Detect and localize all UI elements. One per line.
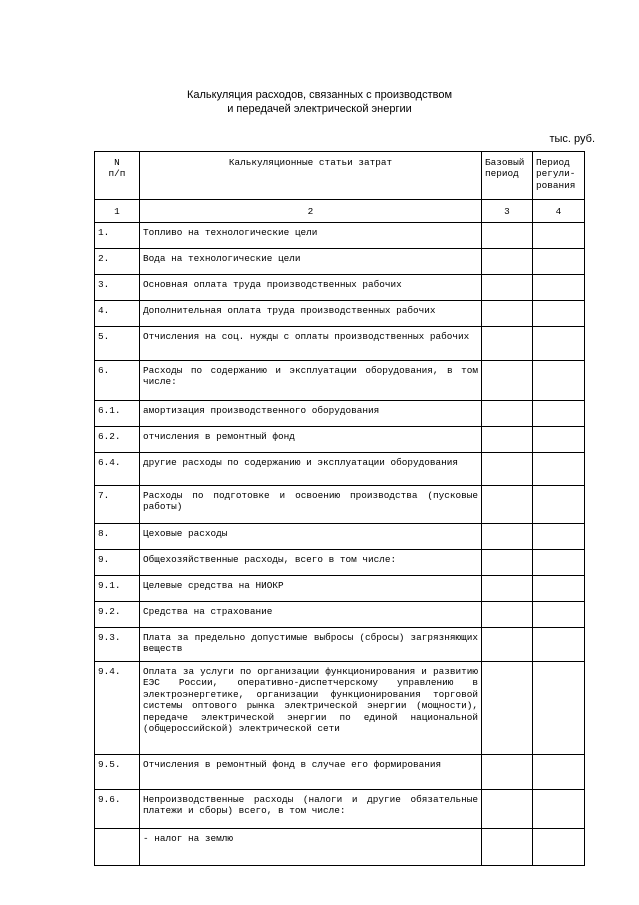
regulation-period-value (533, 327, 585, 361)
row-number (95, 829, 140, 866)
row-item-text: Отчисления в ремонтный фонд в случае его формирования (140, 755, 482, 790)
header-item: Калькуляционные статьи затрат (140, 152, 482, 200)
base-period-value (482, 576, 533, 602)
row-item-text: Плата за предельно допустимые выбросы (сбросы) загрязняющих веществ (140, 628, 482, 662)
row-item-text: Оплата за услуги по организации функционирования и развитию ЕЭС России, оперативно-диспетчерскому управлению в электроэнергетике, организации функционирования торговой системы оптового рынка электрической энергии (мощности), передаче электрической энергии по единой национальной (общероссийской) электрической сети (140, 662, 482, 755)
regulation-period-value (533, 361, 585, 401)
table-row (95, 427, 585, 453)
base-period-value (482, 301, 533, 327)
row-number: 2. (95, 249, 140, 275)
base-period-value (482, 486, 533, 524)
base-period-value (482, 361, 533, 401)
regulation-period-value (533, 275, 585, 301)
regulation-period-value (533, 576, 585, 602)
column-number: 4 (533, 200, 585, 223)
title-line-2: и передачей электрической энергии (227, 103, 412, 115)
row-item-text: Непроизводственные расходы (налоги и другие обязательные платежи и сборы) всего, в том числе: (140, 790, 482, 829)
header-regulation-period: Период регули- рования (533, 152, 585, 200)
base-period-value (482, 790, 533, 829)
regulation-period-value (533, 662, 585, 755)
table-row (95, 550, 585, 576)
base-period-value (482, 662, 533, 755)
regulation-period-value (533, 602, 585, 628)
column-number-row (95, 200, 585, 223)
row-number: 1. (95, 223, 140, 249)
regulation-period-value (533, 249, 585, 275)
row-number: 6. (95, 361, 140, 401)
row-item-text: амортизация производственного оборудования (140, 401, 482, 427)
regulation-period-value (533, 427, 585, 453)
base-period-value (482, 829, 533, 866)
row-number: 3. (95, 275, 140, 301)
header-base-period: Базовый период (482, 152, 533, 200)
row-item-text: - налог на землю (140, 829, 482, 866)
row-number: 9.4. (95, 662, 140, 755)
column-number: 1 (95, 200, 140, 223)
table-row (95, 602, 585, 628)
unit-label: тыс. руб. (549, 133, 595, 145)
base-period-value (482, 401, 533, 427)
base-period-value (482, 550, 533, 576)
row-number: 9.1. (95, 576, 140, 602)
row-number: 7. (95, 486, 140, 524)
regulation-period-value (533, 486, 585, 524)
row-number: 9.6. (95, 790, 140, 829)
cost-calculation-table (94, 151, 585, 866)
base-period-value (482, 327, 533, 361)
row-number: 9.2. (95, 602, 140, 628)
regulation-period-value (533, 223, 585, 249)
table-row (95, 301, 585, 327)
regulation-period-value (533, 755, 585, 790)
table-header-row (95, 152, 585, 200)
regulation-period-value (533, 301, 585, 327)
row-item-text: другие расходы по содержанию и эксплуатации оборудования (140, 453, 482, 486)
row-item-text: Основная оплата труда производственных рабочих (140, 275, 482, 301)
regulation-period-value (533, 524, 585, 550)
table-row (95, 486, 585, 524)
regulation-period-value (533, 401, 585, 427)
row-item-text: Расходы по подготовке и освоению производства (пусковые работы) (140, 486, 482, 524)
regulation-period-value (533, 790, 585, 829)
row-item-text: Дополнительная оплата труда производственных рабочих (140, 301, 482, 327)
row-item-text: Расходы по содержанию и эксплуатации оборудования, в том числе: (140, 361, 482, 401)
table-row (95, 524, 585, 550)
table-row (95, 628, 585, 662)
base-period-value (482, 275, 533, 301)
table-row (95, 576, 585, 602)
regulation-period-value (533, 453, 585, 486)
row-number: 6.4. (95, 453, 140, 486)
table-row (95, 453, 585, 486)
row-item-text: Средства на страхование (140, 602, 482, 628)
row-number: 5. (95, 327, 140, 361)
regulation-period-value (533, 628, 585, 662)
row-item-text: Вода на технологические цели (140, 249, 482, 275)
row-item-text: Отчисления на соц. нужды с оплаты производственных рабочих (140, 327, 482, 361)
base-period-value (482, 628, 533, 662)
table-row (95, 755, 585, 790)
row-number: 8. (95, 524, 140, 550)
row-item-text: Топливо на технологические цели (140, 223, 482, 249)
column-number: 2 (140, 200, 482, 223)
table-row (95, 401, 585, 427)
table-row (95, 790, 585, 829)
header-number: N п/п (95, 152, 140, 200)
regulation-period-value (533, 550, 585, 576)
row-number: 9. (95, 550, 140, 576)
title-line-1: Калькуляция расходов, связанных с производством (186, 89, 453, 101)
row-number: 9.3. (95, 628, 140, 662)
row-number: 4. (95, 301, 140, 327)
table-row (95, 361, 585, 401)
table-row (95, 275, 585, 301)
base-period-value (482, 223, 533, 249)
row-item-text: Цеховые расходы (140, 524, 482, 550)
row-number: 6.1. (95, 401, 140, 427)
base-period-value (482, 427, 533, 453)
base-period-value (482, 524, 533, 550)
document-title (0, 88, 639, 116)
base-period-value (482, 249, 533, 275)
row-item-text: Целевые средства на НИОКР (140, 576, 482, 602)
row-number: 6.2. (95, 427, 140, 453)
table-row (95, 249, 585, 275)
row-item-text: отчисления в ремонтный фонд (140, 427, 482, 453)
table-row (95, 327, 585, 361)
row-item-text: Общехозяйственные расходы, всего в том числе: (140, 550, 482, 576)
table-row (95, 662, 585, 755)
base-period-value (482, 602, 533, 628)
column-number: 3 (482, 200, 533, 223)
regulation-period-value (533, 829, 585, 866)
table-row (95, 829, 585, 866)
row-number: 9.5. (95, 755, 140, 790)
base-period-value (482, 453, 533, 486)
base-period-value (482, 755, 533, 790)
table-row (95, 223, 585, 249)
